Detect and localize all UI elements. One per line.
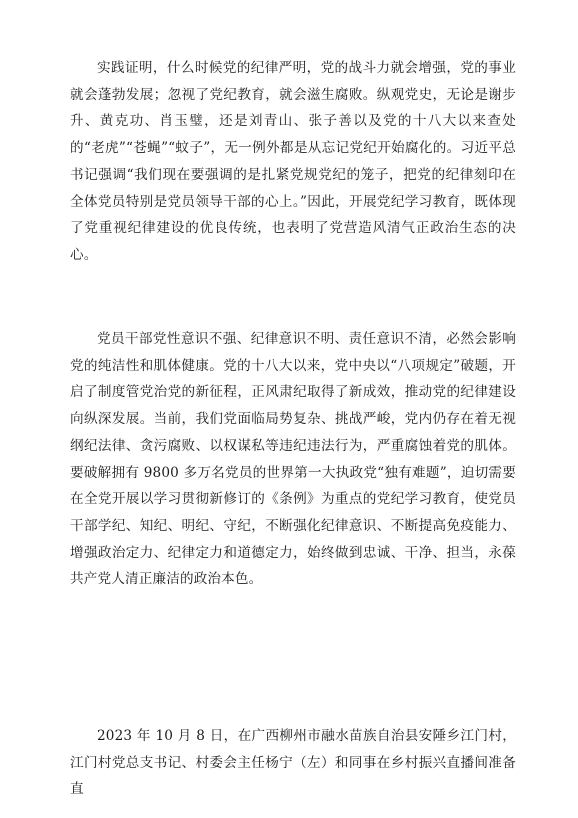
photo-caption-paragraph: 2023 年 10 月 8 日，在广西柳州市融水苗族自治县安陲乡江门村，江门村党总支书记、村委会主任杨宁（左）和同事在乡村振兴直播间准备直 [70,728,516,798]
body-paragraph-discipline-history: 实践证明，什么时候党的纪律严明，党的战斗力就会增强，党的事业就会蓬勃发展；忽视了党纪教育，就会滋生腐败。纵观党史，无论是谢步升、黄克功、肖玉璧，还是刘青山、张子善以及党的十八大以来查处的“老虎”“苍蝇”“蚊子”，无一例外都是从忘记党纪开始腐化的。习近平总书记强调“我们现在要强调的是扎紧党规党纪的笼子，把党的纪律刻印在全体党员特别是党员领导干部的心上。”因此，开展党纪学习教育，既体现了党重视纪律建设的优良传统，也表明了党营造风清气正政治生态的决心。 [70,60,516,263]
body-paragraph-party-education: 党员干部党性意识不强、纪律意识不明、责任意识不清，必然会影响党的纯洁性和肌体健康。党的十八大以来，党中央以“八项规定”破题，开启了制度管党治党的新征程，正风肃纪取得了新成效，推动党的纪律建设向纵深发展。当前，我们党面临局势复杂、挑战严峻，党内仍存在着无视纲纪法律、贪污腐败、以权谋私等违纪违法行为，严重腐蚀着党的肌体。要破解拥有 9800 多万名党员的世界第一大执政党“独有难题”，迫切需要在全党开展以学习贯彻新修订的《条例》为重点的党纪学习教育，使党员干部学纪、知纪、明纪、守纪，不断强化纪律意识、不断提高免疫能力、增强政治定力、纪律定力和道德定力，始终做到忠诚、干净、担当，永葆共产党人清正廉洁的政治本色。 [70,331,516,588]
